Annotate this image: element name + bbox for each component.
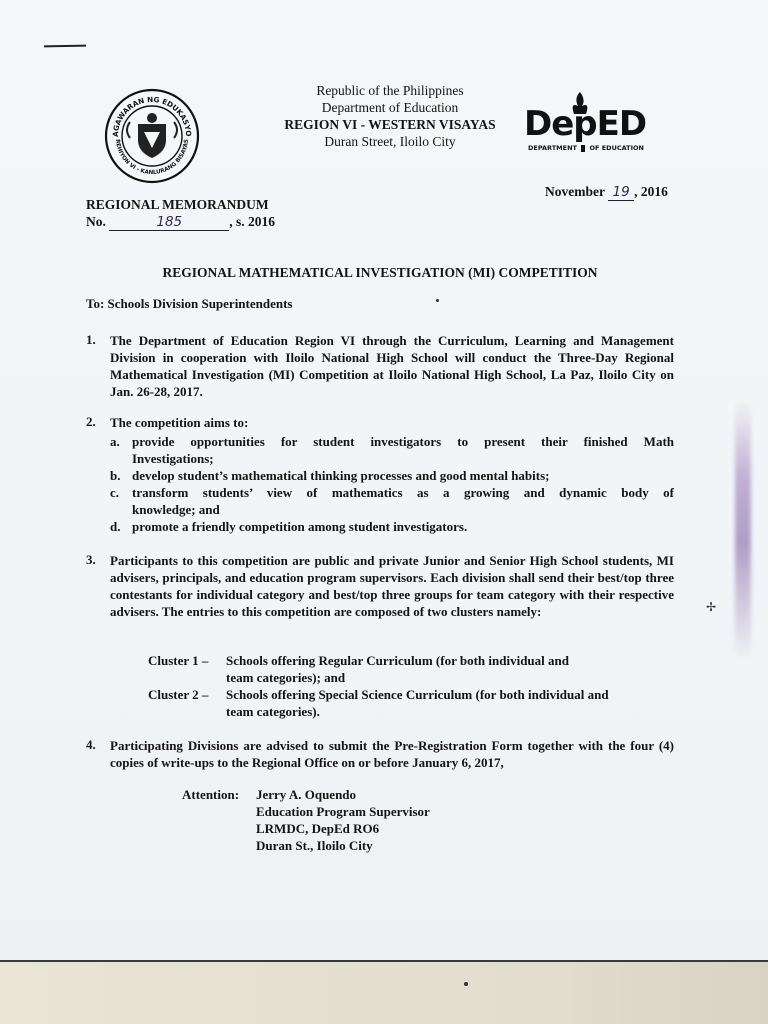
background-surface <box>0 962 768 1024</box>
memo-series: , s. 2016 <box>229 214 276 229</box>
item-3-number: 3. <box>86 552 96 567</box>
aim-a-line2: Investigations; <box>132 451 214 466</box>
memo-no-label: No. <box>86 214 106 229</box>
memo-type: REGIONAL MEMORANDUM <box>86 197 269 212</box>
cluster-1-line2: team categories); and <box>226 670 346 685</box>
cluster-1-line1: Schools offering Regular Curriculum (for both individual and <box>226 653 569 668</box>
item-2-number: 2. <box>86 414 96 429</box>
logo-tagline <box>528 144 644 152</box>
item-1-text: The Department of Education Region VI through the Curriculum, Learning and Management Division in cooperation with Iloilo National High School will conduct the Three-Day Regional Mathematical Investigation (MI) Competition at Iloilo National High School, La Paz, Iloilo City on Jan. 26-28, 2017. <box>110 333 674 399</box>
attention-address: Duran St., Iloilo City <box>256 838 373 853</box>
surface-dot <box>464 982 468 986</box>
attention-office: LRMDC, DepEd RO6 <box>256 821 380 836</box>
header-address: Duran Street, Iloilo City <box>324 134 456 149</box>
cluster-2-line1: Schools offering Special Science Curriculum (for both individual and <box>226 687 609 702</box>
header-republic: Republic of the Philippines <box>316 83 464 98</box>
aim-b-letter: b. <box>110 468 121 483</box>
logo-tagline-right: OF EDUCATION <box>589 144 644 152</box>
aim-c-line1: transform students’ view of mathematics as a growing and dynamic body of <box>132 485 674 500</box>
header-region: REGION VI - WESTERN VISAYAS <box>284 117 496 132</box>
aim-d-letter: d. <box>110 519 121 534</box>
logo-tagline-left: DEPARTMENT <box>528 144 577 152</box>
stray-dot <box>436 299 439 302</box>
header-department: Department of Education <box>321 100 459 115</box>
margin-mark-icon: ✢ <box>706 600 717 614</box>
ink-smudge <box>735 400 751 660</box>
aim-c-line2: knowledge; and <box>132 502 220 517</box>
aim-b-line1: develop student’s mathematical thinking processes and good mental habits; <box>132 468 550 483</box>
seal-ring-bottom: REHIYON VI - KANLURANG BISAYAS <box>113 138 191 177</box>
aim-d-line1: promote a friendly competition among student investigators. <box>132 519 468 534</box>
item-2-text: The competition aims to: <box>110 415 249 430</box>
date-day: 19 <box>608 184 634 201</box>
memo-no-value: 185 <box>109 214 229 231</box>
deped-logo <box>524 92 654 154</box>
item-1-number: 1. <box>86 332 96 347</box>
memo-date <box>545 184 668 201</box>
item-4-number: 4. <box>86 737 96 752</box>
cluster-1-label: Cluster 1 – <box>148 653 209 668</box>
aim-c-letter: c. <box>110 485 120 500</box>
deped-wordmark: DepED <box>524 104 647 144</box>
date-month: November <box>545 184 605 199</box>
memo-recipient: To: Schools Division Superintendents <box>86 296 293 311</box>
cluster-2-line2: team categories). <box>226 704 320 719</box>
attention-label: Attention: <box>182 787 240 802</box>
cluster-2-label: Cluster 2 – <box>148 687 209 702</box>
date-year: , 2016 <box>634 184 668 199</box>
item-4-text: Participating Divisions are advised to submit the Pre-Registration Form together with the four (4) copies of write-ups to the Regional Office on or before January 6, 2017, <box>110 738 674 770</box>
attention-name: Jerry A. Oquendo <box>256 787 357 802</box>
aim-a-letter: a. <box>110 434 120 449</box>
attention-position: Education Program Supervisor <box>256 804 430 819</box>
seal-ring-top: AGAWARAN NG EDUKASYO <box>110 94 194 138</box>
item-3-text: Participants to this competition are public and private Junior and Senior High School students, MI advisers, principals, and education program supervisors. Each division shall send their best/top three contestants for individual category and best/top three groups for team category with their respective advisers. The entries to this competition are composed of two clusters namely: <box>110 553 674 619</box>
memo-number <box>86 214 275 231</box>
deped-seal <box>104 88 200 184</box>
pen-mark <box>44 45 86 48</box>
memo-title: REGIONAL MATHEMATICAL INVESTIGATION (MI) COMPETITION <box>162 265 598 280</box>
aim-a-line1: provide opportunities for student investigators to present their finished Math <box>132 434 674 449</box>
seal-icon <box>104 88 200 184</box>
